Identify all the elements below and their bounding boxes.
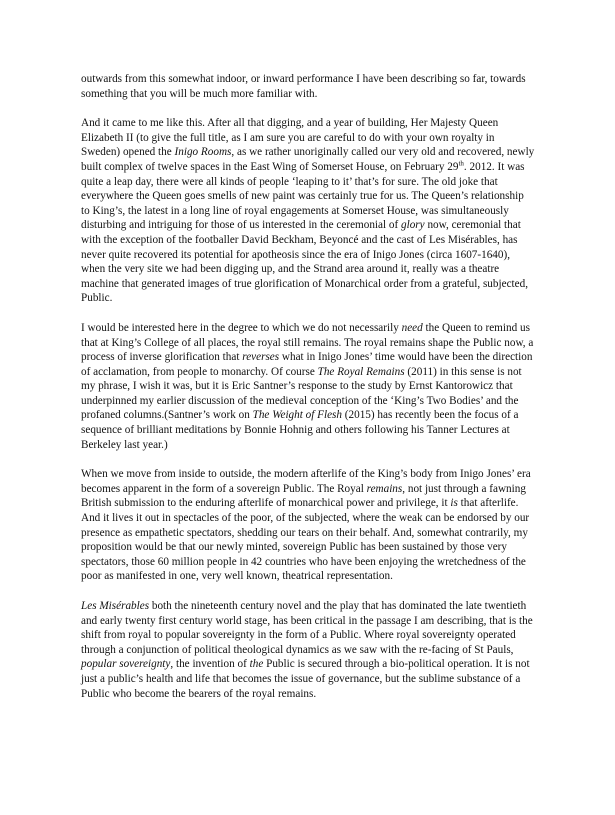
paragraph-5 [81, 599, 535, 701]
paragraph-1 [81, 72, 535, 101]
text-run: that afterlife. And it lives it out in spectacles of the poor, of the subjected, where the weak can be endorsed by our presence as empathetic spectators, shedding our tears on their behalf. And, somewhat contrarily, my proposition would be that our newly minted, sovereign Public has been sustained by those very spectators, those 60 million people in 42 countries who have been enjoying the wretchedness of the poor as manifested in one, very well known, theatrical representation. [81, 497, 530, 583]
text-run: . 2012. It was quite a leap day, there were all kinds of people ‘leaping to it’ that’s for sure. The old joke that everywhere the Queen goes smells of new paint was certainly true for us. The Queen’s relationship to King’s, the latest in a long line of royal engagements at Somerset House, was simultaneously disturbing and intriguing for those of us interested in the ceremonial of [81, 160, 525, 232]
italic-text: reverses [242, 351, 280, 364]
italic-text: need [401, 321, 423, 334]
superscript-text: th [458, 159, 464, 168]
italic-text: popular sovereignty [81, 658, 171, 671]
italic-text: glory [401, 219, 425, 232]
italic-text: Inigo Rooms [174, 146, 232, 159]
italic-text: Les Misérables [81, 600, 150, 612]
paragraph-3 [81, 321, 535, 452]
text-run: outwards from this somewhat indoor, or inward performance I have been describing so far, towards something that you will be much more familiar with. [81, 73, 526, 100]
italic-text: The Royal Remains [317, 365, 405, 378]
text-run: (2011) in this sense is not my phrase, I wish it was, but it is Eric Santner’s response to the study by Ernst Kantorowicz that underpinned my earlier discussion of the medieval conception of the ‘King’s Two Bodies’ and the profaned columns.(Santner’s work on [81, 365, 522, 422]
italic-text: remains [366, 482, 403, 495]
text-run: , the invention of [170, 658, 250, 671]
italic-text: the [249, 658, 264, 671]
italic-text: The Weight of Flesh [252, 409, 342, 422]
paragraph-4 [81, 467, 535, 584]
italic-text: is [450, 497, 458, 510]
text-run: what in Inigo Jones’ time would have been the direction of acclamation, from people to monarchy. Of course [81, 351, 533, 378]
text-run: both the nineteenth century novel and the play that has dominated the late twentieth and early twenty first century world stage, has been critical in the passage I am describing, that is the shift from royal to popular sovereignty in the form of a Public. Where royal sovereignty operated through a conjunction of political theological dynamics as we saw with the re-facing of St Pauls, [81, 600, 533, 656]
paragraph-2 [81, 116, 535, 306]
text-run: , as we rather unoriginally called our very old and recovered, newly built complex of twelve spaces in the East Wing of Somerset House, on February 29 [81, 146, 535, 173]
text-run: And it came to me like this. After all that digging, and a year of building, Her Majesty Queen Elizabeth II (to give the full title, as I am sure you are careful to do with your own royalty in Sweden) opened the [81, 117, 499, 159]
text-run: the Queen to remind us that at King’s College of all places, the royal still remains. The royal remains shape the Public now, a process of inverse glorification that [81, 321, 534, 364]
text-run: now, ceremonial that with the exception of the footballer David Beckham, Beyoncé and the cast of Les Misérables, has never quite recovered its potential for apotheosis since the era of Inigo Jones (circa 1607-1640), when the very site we had been digging up, and the Strand area around it, really was a theatre machine that generated images of true glorification of Monarchical order from a grateful, subjected, Public. [81, 219, 529, 305]
text-run: When we move from inside to outside, the modern afterlife of the King’s body from Inigo Jones’ era becomes apparent in the form of a sovereign Public. The Royal [81, 468, 531, 495]
text-run: I would be interested here in the degree to which we do not necessarily [81, 321, 402, 334]
text-run: , not just through a fawning British submission to the enduring afterlife of monarchical power and privilege, it [81, 482, 526, 510]
text-run: (2015) has recently been the focus of a sequence of brilliant meditations by Bonnie Hohnig and others following his Tanner Lectures at Berkeley last year.) [81, 409, 519, 451]
text-run: Public is secured through a bio-political operation. It is not just a public’s health and life that becomes the issue of governance, but the sublime substance of a Public who become the bearers of the royal remains. [81, 658, 530, 700]
